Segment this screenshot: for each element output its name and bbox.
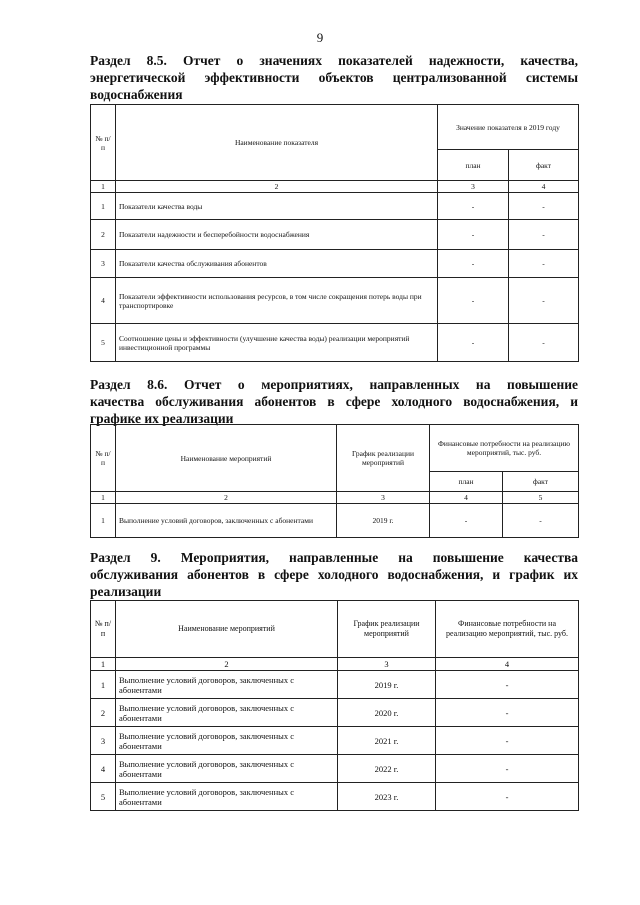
- page-number: 9: [316, 30, 324, 45]
- col-number: 1: [91, 658, 116, 671]
- heading-line: Раздел 8.6. Отчет о мероприятиях, направленных на повышение: [90, 377, 578, 392]
- row-plan: -: [438, 278, 509, 324]
- header-finance: Финансовые потребности на реализацию мероприятий, тыс. руб.: [436, 601, 579, 658]
- section-8-5-table: [90, 104, 579, 362]
- row-fact: -: [509, 220, 579, 250]
- row-plan: -: [430, 504, 503, 538]
- section-8-6-heading: [90, 376, 578, 427]
- table-row: [91, 504, 579, 538]
- row-schedule: 2019 г.: [338, 671, 436, 699]
- row-schedule: 2023 г.: [338, 783, 436, 811]
- row-num: 5: [91, 783, 116, 811]
- row-finance: -: [436, 671, 579, 699]
- header-finance: Финансовые потребности на реализацию мероприятий, тыс. руб.: [430, 425, 579, 472]
- header-plan: план: [430, 472, 503, 492]
- col-number: 1: [91, 181, 116, 193]
- row-name: Показатели качества воды: [116, 193, 438, 220]
- row-schedule: 2019 г.: [337, 504, 430, 538]
- header-value: Значение показателя в 2019 году: [438, 105, 579, 150]
- col-number: 5: [503, 492, 579, 504]
- header-num: № п/п: [91, 105, 116, 181]
- heading-line: обслуживания абонентов в сфере холодного водоснабжения, и график их: [90, 567, 578, 582]
- row-name: Показатели надежности и бесперебойности водоснабжения: [116, 220, 438, 250]
- header-fact: факт: [503, 472, 579, 492]
- header-num: № п/п: [91, 425, 116, 492]
- table-row: [91, 755, 579, 783]
- row-name: Показатели эффективности использования ресурсов, в том числе сокращения потерь воды при транспортировке: [116, 278, 438, 324]
- row-finance: -: [436, 727, 579, 755]
- row-num: 3: [91, 250, 116, 278]
- heading-line: Раздел 9. Мероприятия, направленные на повышение качества: [90, 550, 578, 565]
- header-name: Наименование мероприятий: [116, 601, 338, 658]
- row-name: Выполнение условий договоров, заключенных с абонентами: [116, 783, 338, 811]
- table-row: [91, 783, 579, 811]
- heading-line: реализации: [90, 584, 162, 599]
- row-finance: -: [436, 783, 579, 811]
- row-num: 1: [91, 504, 116, 538]
- row-num: 1: [91, 193, 116, 220]
- heading-line: качества обслуживания абонентов в сфере холодного водоснабжения, и: [90, 394, 578, 409]
- row-num: 1: [91, 671, 116, 699]
- row-plan: -: [438, 193, 509, 220]
- header-name: Наименование мероприятий: [116, 425, 337, 492]
- row-name: Соотношение цены и эффективности (улучшение качества воды) реализации мероприятий инвестиционной программы: [116, 324, 438, 362]
- col-number: 2: [116, 492, 337, 504]
- col-number: 2: [116, 658, 338, 671]
- row-finance: -: [436, 699, 579, 727]
- header-schedule: График реализации мероприятий: [337, 425, 430, 492]
- header-plan: план: [438, 150, 509, 181]
- heading-line: водоснабжения: [90, 87, 183, 102]
- header-num: № п/п: [91, 601, 116, 658]
- row-num: 5: [91, 324, 116, 362]
- row-name: Показатели качества обслуживания абонентов: [116, 250, 438, 278]
- row-plan: -: [438, 220, 509, 250]
- row-schedule: 2020 г.: [338, 699, 436, 727]
- row-name: Выполнение условий договоров, заключенных с абонентами: [116, 671, 338, 699]
- row-plan: -: [438, 250, 509, 278]
- row-num: 4: [91, 755, 116, 783]
- col-number: 3: [438, 181, 509, 193]
- table-row: [91, 278, 579, 324]
- row-name: Выполнение условий договоров, заключенных с абонентами: [116, 504, 337, 538]
- table-row: [91, 220, 579, 250]
- section-9-heading: [90, 549, 578, 600]
- col-number: 2: [116, 181, 438, 193]
- table-row: [91, 324, 579, 362]
- header-name: Наименование показателя: [116, 105, 438, 181]
- row-name: Выполнение условий договоров, заключенных с абонентами: [116, 699, 338, 727]
- row-fact: -: [503, 504, 579, 538]
- row-finance: -: [436, 755, 579, 783]
- table-row: [91, 250, 579, 278]
- heading-line: энергетической эффективности объектов централизованной системы: [90, 70, 578, 85]
- section-8-6-table: [90, 424, 579, 538]
- row-fact: -: [509, 278, 579, 324]
- row-num: 4: [91, 278, 116, 324]
- table-row: [91, 671, 579, 699]
- table-row: [91, 193, 579, 220]
- row-num: 2: [91, 699, 116, 727]
- table-row: [91, 699, 579, 727]
- row-fact: -: [509, 324, 579, 362]
- heading-line: Раздел 8.5. Отчет о значениях показателей надежности, качества,: [90, 53, 578, 68]
- row-name: Выполнение условий договоров, заключенных с абонентами: [116, 755, 338, 783]
- row-num: 3: [91, 727, 116, 755]
- row-fact: -: [509, 193, 579, 220]
- row-name: Выполнение условий договоров, заключенных с абонентами: [116, 727, 338, 755]
- col-number: 3: [337, 492, 430, 504]
- col-number: 4: [430, 492, 503, 504]
- table-row: [91, 727, 579, 755]
- row-plan: -: [438, 324, 509, 362]
- row-schedule: 2022 г.: [338, 755, 436, 783]
- col-number: 4: [509, 181, 579, 193]
- col-number: 3: [338, 658, 436, 671]
- row-num: 2: [91, 220, 116, 250]
- header-schedule: График реализации мероприятий: [338, 601, 436, 658]
- heading-line: графике их реализации: [90, 411, 234, 426]
- header-fact: факт: [509, 150, 579, 181]
- section-9-table: [90, 600, 579, 811]
- row-fact: -: [509, 250, 579, 278]
- col-number: 1: [91, 492, 116, 504]
- row-schedule: 2021 г.: [338, 727, 436, 755]
- col-number: 4: [436, 658, 579, 671]
- section-8-5-heading: [90, 52, 578, 103]
